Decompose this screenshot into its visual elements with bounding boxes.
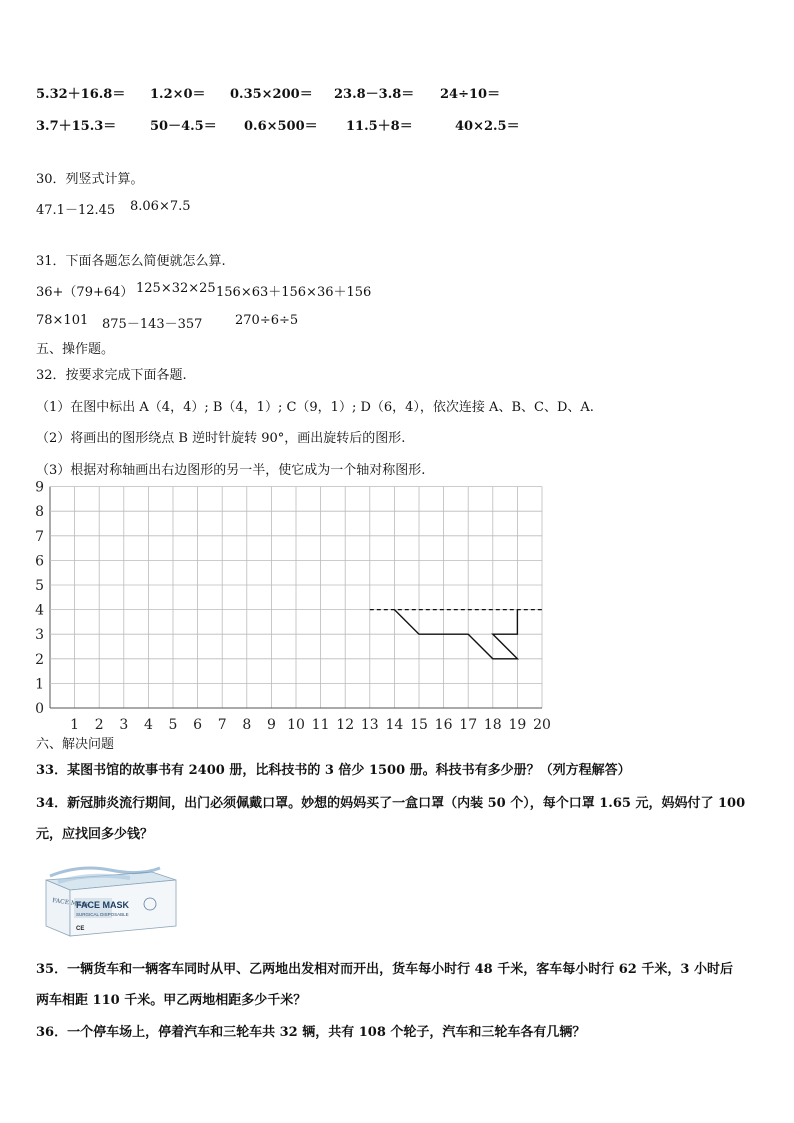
x-tick-label: 13 bbox=[360, 717, 379, 733]
q30-item: 47.1－12.45 bbox=[36, 203, 116, 218]
question-32-part-1: （1）在图中标出 A（4，4）; B（4，1）; C（9，1）; D（6，4），依次连接 A、B、C、D、A. bbox=[36, 400, 594, 415]
y-tick-label: 5 bbox=[35, 578, 44, 594]
x-tick-label: 3 bbox=[119, 717, 129, 733]
question-32-part-2: （2）将画出的图形绕点 B 逆时针旋转 90°，画出旋转后的图形. bbox=[36, 431, 406, 446]
oral-item: 1.2×0＝ bbox=[150, 87, 206, 102]
x-tick-label: 10 bbox=[287, 717, 305, 733]
x-tick-label: 11 bbox=[311, 717, 330, 733]
y-tick-label: 6 bbox=[35, 553, 44, 570]
oral-item: 11.5＋8＝ bbox=[346, 119, 413, 134]
oral-item: 40×2.5＝ bbox=[455, 119, 520, 134]
y-tick-label: 9 bbox=[35, 479, 44, 496]
q30-item: 8.06×7.5 bbox=[130, 199, 191, 214]
mask-box-side-text: FACE MASK bbox=[51, 897, 91, 910]
oral-item: 23.8－3.8＝ bbox=[334, 87, 415, 102]
question-35-line-2: 两车相距 110 千米。甲乙两地相距多少千米？ bbox=[36, 993, 307, 1008]
y-tick-label: 7 bbox=[35, 528, 44, 545]
x-tick-label: 18 bbox=[483, 717, 502, 733]
y-tick-label: 1 bbox=[35, 676, 44, 693]
x-tick-label: 14 bbox=[385, 717, 404, 733]
q31-item: 156×63＋156×36＋156 bbox=[216, 285, 372, 300]
oral-item: 3.7＋15.3＝ bbox=[36, 119, 117, 134]
section-title-5: 五、操作题。 bbox=[36, 342, 115, 357]
coordinate-grid bbox=[30, 478, 560, 734]
q31-item: 125×32×25 bbox=[136, 281, 216, 296]
x-tick-label: 4 bbox=[143, 717, 153, 733]
question-34-line-1: 34．新冠肺炎流行期间，出门必须佩戴口罩。妙想的妈妈买了一盒口罩（内装 50 个），每个口罩 1.65 元，妈妈付了 100 bbox=[36, 796, 746, 811]
x-tick-label: 12 bbox=[336, 717, 355, 733]
question-36: 36．一个停车场上，停着汽车和三轮车共 32 辆，共有 108 个轮子，汽车和三轮车各有几辆？ bbox=[36, 1025, 586, 1040]
y-tick-label: 2 bbox=[35, 651, 44, 668]
q31-item: 78×101 bbox=[36, 313, 89, 328]
oral-item: 5.32＋16.8＝ bbox=[36, 87, 126, 102]
mask-box-ce-mark: CE bbox=[76, 926, 85, 932]
question-32-title: 32．按要求完成下面各题. bbox=[36, 368, 187, 383]
y-tick-label: 0 bbox=[35, 701, 44, 717]
q31-item: 270÷6÷5 bbox=[235, 313, 299, 328]
x-tick-label: 17 bbox=[459, 717, 478, 733]
oral-item: 0.35×200＝ bbox=[230, 87, 313, 102]
x-tick-label: 2 bbox=[94, 717, 104, 733]
question-35-line-1: 35．一辆货车和一辆客车同时从甲、乙两地出发相对而开出，货车每小时行 48 千米，客车每小时行 62 千米，3 小时后 bbox=[36, 962, 733, 977]
oral-item: 24÷10＝ bbox=[440, 87, 501, 102]
x-tick-label: 7 bbox=[217, 717, 227, 733]
x-tick-label: 16 bbox=[434, 717, 453, 733]
question-34-line-2: 元，应找回多少钱？ bbox=[36, 827, 154, 842]
y-tick-label: 8 bbox=[35, 504, 44, 521]
question-33: 33．某图书馆的故事书有 2400 册，比科技书的 3 倍少 1500 册。科技书有多少册？（列方程解答） bbox=[36, 763, 631, 778]
question-30-title: 30．列竖式计算。 bbox=[36, 172, 144, 187]
x-tick-label: 5 bbox=[168, 717, 178, 733]
x-tick-label: 6 bbox=[193, 717, 203, 733]
mask-box-subtitle: SURGICAL DISPOSABLE bbox=[76, 912, 129, 917]
q31-item: 36+（79+64） bbox=[36, 285, 134, 300]
x-tick-label: 9 bbox=[266, 717, 276, 733]
x-tick-label: 20 bbox=[533, 717, 551, 733]
section-title-6: 六、解决问题 bbox=[36, 737, 115, 752]
y-tick-label: 3 bbox=[35, 627, 44, 644]
x-tick-label: 15 bbox=[410, 717, 428, 733]
oral-item: 50－4.5＝ bbox=[150, 119, 217, 134]
question-31-title: 31．下面各题怎么简便就怎么算. bbox=[36, 254, 226, 269]
x-tick-label: 8 bbox=[242, 717, 252, 733]
mask-box-brand: FACE MASK bbox=[76, 900, 130, 910]
oral-item: 0.6×500＝ bbox=[244, 119, 318, 134]
y-tick-label: 4 bbox=[35, 602, 44, 619]
x-tick-label: 19 bbox=[508, 717, 527, 733]
question-32-part-3: （3）根据对称轴画出右边图形的另一半，使它成为一个轴对称图形. bbox=[36, 463, 426, 478]
face-mask-box-image bbox=[40, 858, 182, 938]
q31-item: 875－143－357 bbox=[102, 317, 203, 332]
x-tick-label: 1 bbox=[70, 717, 80, 733]
